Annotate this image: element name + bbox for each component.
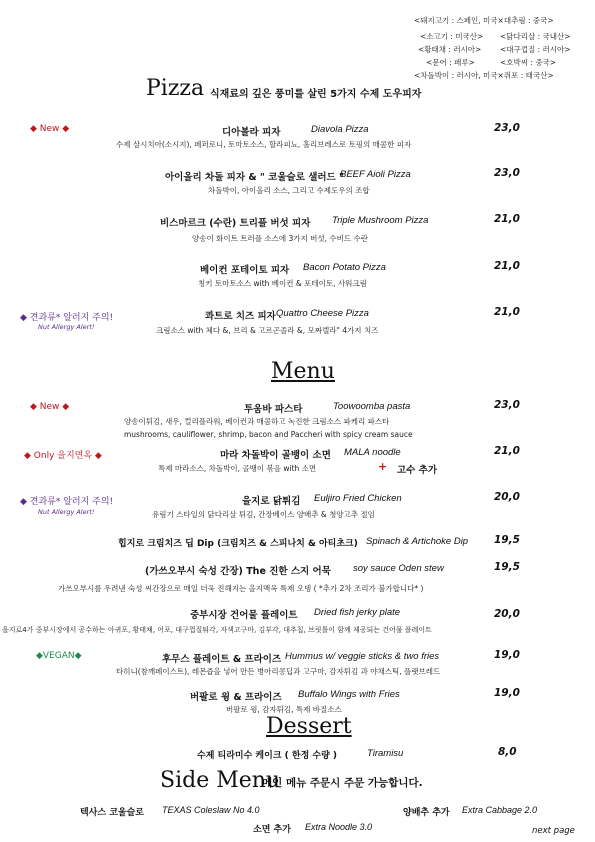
menu-title: Menu [271, 359, 335, 384]
origin-cod: <대구껍질 : 러시아> [500, 45, 571, 54]
menu-item-price: 19,0 [494, 687, 520, 699]
menu-item-desc: 타히니(참깨페이스트), 레몬즙을 넣어 만든 병아리콩딥과 고구마, 감자튀김 과 야채스틱, 플랫브레드 [116, 667, 441, 676]
menu-item-en: Hummus w/ veggie sticks & two fries [285, 651, 440, 662]
menu-item-name: 비스마르크 (수란) 트리플 버섯 피자 [160, 218, 311, 229]
dessert-title: Dessert [266, 714, 352, 739]
menu-item-desc: 양송이튀김, 새우, 컬리플라워, 베이컨과 매콤하고 녹진한 크림소스 파케리 파스타 [124, 417, 390, 426]
menu-item-en: MALA noodle [344, 447, 401, 458]
menu-item-name: 마라 차돌박이 골뱅이 소면 [220, 450, 331, 461]
menu-item-en: Dried fish jerky plate [314, 607, 401, 618]
menu-item-desc: 가쓰오부시를 우려낸 숙성 씨간장으로 매일 더욱 진해지는 을지맥옥 특제 오뎅 ( *추가 2차 조리가 불가합니다* ) [58, 584, 424, 593]
menu-item-name: 후무스 플레이트 & 프라이즈 [162, 654, 282, 665]
dessert-en: Tiramisu [367, 748, 404, 759]
nut-allergy-tag: ◆ 견과류* 알러지 주의! [20, 497, 114, 507]
menu-item-price: 20,0 [494, 491, 520, 503]
menu-item-en: BEEF Aioli Pizza [340, 169, 411, 180]
menu-item-desc: 특제 마라소스, 차돌박이, 골뱅이 볶음 with 소면 [158, 464, 317, 473]
side-cabbage-en: Extra Cabbage 2.0 [462, 805, 538, 815]
plus-sign: + [378, 460, 388, 473]
side-noodle-en: Extra Noodle 3.0 [305, 822, 373, 832]
menu-item-name: 디아볼라 피자 [222, 127, 281, 138]
menu-item-price: 23,0 [494, 122, 520, 134]
menu-item-price: 20,0 [494, 608, 520, 620]
menu-item-name: 힙지로 크림치즈 딥 Dip (크림치즈 & 스피나치 & 아티초크) [118, 539, 358, 549]
new-tag: ◆ New ◆ [30, 402, 70, 412]
menu-item-desc: 버팔로 윙, 감자튀김, 특제 바질소스 [226, 705, 342, 714]
origin-pork: <돼지고기 : 스페인, 미국×대추림 : 중국> [414, 16, 554, 25]
menu-item-desc: 칭키 토마토소스 with 베이컨 & 포테이토, 사워크림 [198, 279, 367, 288]
menu-item-name: 투움바 파스타 [244, 404, 303, 415]
menu-item-name: 버팔로 윙 & 프라이즈 [190, 692, 282, 703]
only-tag: ◆ Only 을지면옥 ◆ [24, 451, 102, 461]
menu-item-price: 21,0 [494, 260, 520, 272]
menu-item-en: Bacon Potato Pizza [303, 262, 386, 273]
origin-beef: <소고기 : 미국산> [420, 32, 484, 41]
vegan-tag: ◆VEGAN◆ [36, 651, 82, 661]
side-menu-title: Side Menu [160, 768, 281, 793]
menu-item-price: 19,5 [494, 534, 520, 546]
menu-item-desc: 을지로4가 중부시장에서 공수하는 아귀포, 황태채, 어포, 대구껍질튀각, 자색고구마, 김부각, 대추칩, 브릿톨이 함께 제공되는 건어물 플레이트 [2, 626, 432, 634]
menu-item-en: Quattro Cheese Pizza [276, 308, 369, 319]
menu-item-name: 베이컨 포테이토 피자 [200, 265, 290, 276]
menu-item-price: 23,0 [494, 167, 520, 179]
menu-item-desc: 차돌박이, 아이올리 소스, 그리고 수제도우의 조합 [208, 186, 370, 195]
origin-octopus: <문어 : 페루> [426, 58, 475, 67]
side-noodle-name: 소면 추가 [253, 825, 291, 835]
menu-item-en: soy sauce Oden stew [353, 563, 444, 574]
menu-item-desc: 양송이 화이트 트러플 소스에 3가지 버섯, 수비드 수란 [192, 234, 368, 243]
menu-item-desc: 유림기 스타일의 닭다리살 튀김, 간장베이스 양배추 & 청양고추 절임 [152, 510, 375, 519]
dessert-price: 8,0 [498, 746, 517, 758]
pizza-title: Pizza [146, 76, 205, 101]
menu-item-name: 중부시장 건어물 플레이트 [190, 610, 298, 621]
menu-item-en: Spinach & Artichoke Dip [366, 536, 469, 547]
menu-item-en: Toowoomba pasta [333, 401, 411, 412]
side-cabbage-name: 양배추 추가 [403, 808, 450, 818]
coriander-extra: 고수 추가 [397, 465, 438, 476]
menu-item-desc-en: mushrooms, cauliflower, shrimp, bacon and Paccheri with spicy cream sauce [124, 430, 413, 439]
menu-item-desc: 수제 살시치아(소시지), 페퍼로니, 토마토소스, 할라피뇨, 홀리브레스로 토핑의 매콤한 피자 [116, 140, 412, 149]
next-page-link[interactable]: next page [532, 826, 575, 836]
menu-item-price: 23,0 [494, 399, 520, 411]
pizza-subtitle: 식재료의 깊은 풍미를 살린 5가지 수제 도우피자 [210, 89, 422, 100]
menu-item-desc: 크림소스 with 체다 &, 브리 & 고르곤졸라 &, 모짜렐라" 4가지 치즈 [156, 326, 379, 335]
side-coleslaw-en: TEXAS Coleslaw No 4.0 [162, 805, 260, 815]
menu-item-price: 21,0 [494, 213, 520, 225]
menu-item-name: 아이올리 차돌 피자 & " 코울슬로 샐러드 " [165, 172, 344, 183]
menu-item-en: Buffalo Wings with Fries [298, 689, 400, 700]
menu-item-price: 19,5 [494, 561, 520, 573]
menu-item-name: 을지로 닭튀김 [242, 496, 301, 507]
origin-chadol: <차돌박이 : 러시아, 미국×쥐포 : 태국산> [414, 71, 554, 80]
menu-item-name: (가쓰오부시 숙성 간장) The 진한 스지 어묵 [145, 566, 331, 577]
side-menu-subtitle: 메인 메뉴 주문시 주문 가능합니다. [262, 777, 423, 789]
dessert-name: 수제 티라미수 케이크 ( 한정 수량 ) [197, 751, 338, 761]
menu-item-en: Euljiro Fried Chicken [314, 493, 402, 504]
menu-item-en: Triple Mushroom Pizza [332, 215, 429, 226]
menu-item-price: 21,0 [494, 445, 520, 457]
nut-allergy-en: Nut Allergy Alert! [38, 508, 95, 516]
menu-item-name: 콰트로 치즈 피자 [205, 311, 276, 322]
origin-chicken: <닭다리살 : 국내산> [500, 32, 571, 41]
menu-item-price: 21,0 [494, 306, 520, 318]
menu-item-en: Diavola Pizza [311, 124, 369, 135]
new-tag: ◆ New ◆ [30, 124, 70, 134]
menu-item-price: 19,0 [494, 649, 520, 661]
nut-allergy-en: Nut Allergy Alert! [38, 323, 95, 331]
origin-pollock: <황태채 : 러시아> [418, 45, 482, 54]
origin-squid: <호박씨 : 중국> [500, 58, 557, 67]
side-coleslaw-name: 텍사스 코울슬로 [80, 808, 144, 818]
nut-allergy-tag: ◆ 견과류* 알러지 주의! [20, 313, 114, 323]
